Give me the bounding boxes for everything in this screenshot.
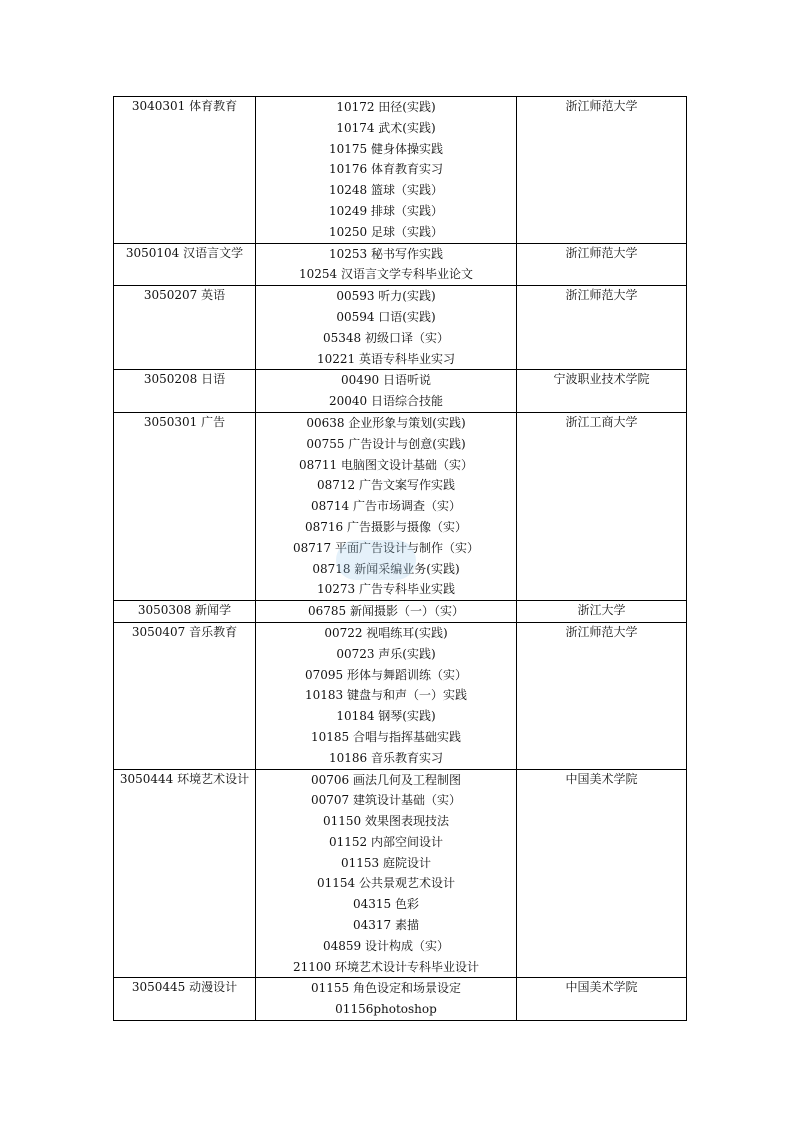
table-row — [114, 243, 687, 286]
course-item: 08712 广告文案写作实践 — [317, 478, 455, 493]
course-item: 04315 色彩 — [353, 897, 419, 912]
course-item: 01152 内部空间设计 — [329, 834, 443, 849]
table-row — [114, 286, 687, 370]
table-row — [114, 622, 687, 769]
courses-cell — [256, 769, 517, 978]
course-item: 10221 英语专科毕业实习 — [317, 351, 455, 366]
course-item: 10176 体育教育实习 — [329, 162, 443, 177]
courses-cell — [256, 978, 517, 1021]
school-cell: 中国美术学院 — [517, 978, 687, 1021]
major-cell: 3050207 英语 — [114, 286, 256, 370]
course-item: 00594 口语(实践) — [336, 309, 436, 324]
school-cell: 宁波职业技术学院 — [517, 370, 687, 413]
school-cell: 浙江大学 — [517, 601, 687, 623]
table-row — [114, 370, 687, 413]
course-item: 10183 键盘与和声（一）实践 — [305, 688, 467, 703]
course-item: 08714 广告市场调查（实） — [311, 499, 461, 514]
major-cell: 3050301 广告 — [114, 412, 256, 600]
courses-cell — [256, 370, 517, 413]
course-item: 01156photoshop — [335, 1002, 437, 1017]
course-item: 00490 日语听说 — [341, 373, 431, 388]
course-item: 00707 建筑设计基础（实） — [311, 793, 461, 808]
table-row — [114, 601, 687, 623]
course-item: 01155 角色设定和场景设定 — [311, 981, 461, 996]
course-item: 20040 日语综合技能 — [329, 394, 443, 409]
course-item: 08717 平面广告设计与制作（实） — [293, 540, 479, 555]
course-item: 05348 初级口译（实） — [323, 330, 449, 345]
course-item: 10186 音乐教育实习 — [329, 750, 443, 765]
school-cell: 浙江工商大学 — [517, 412, 687, 600]
course-item: 10253 秘书写作实践 — [329, 246, 443, 261]
course-item: 10254 汉语言文学专科毕业论文 — [299, 267, 473, 282]
course-item: 10184 钢琴(实践) — [336, 709, 436, 724]
course-item: 10172 田径(实践) — [336, 100, 436, 114]
course-item: 00755 广告设计与创意(实践) — [306, 436, 466, 451]
watermark-logo — [336, 540, 416, 580]
course-item: 00593 听力(实践) — [336, 289, 436, 304]
table-row — [114, 769, 687, 978]
course-item: 01154 公共景观艺术设计 — [317, 876, 455, 891]
course-item: 10248 篮球（实践） — [329, 183, 443, 198]
course-item: 04317 素描 — [353, 918, 419, 933]
major-cell: 3050445 动漫设计 — [114, 978, 256, 1021]
course-item: 08711 电脑图文设计基础（实） — [299, 457, 473, 472]
courses-cell — [256, 243, 517, 286]
course-item: 08716 广告摄影与摄像（实） — [305, 519, 467, 534]
course-item: 00723 声乐(实践) — [336, 646, 436, 661]
major-cell: 3050407 音乐教育 — [114, 622, 256, 769]
course-item: 04859 设计构成（实） — [323, 938, 449, 953]
school-cell: 浙江师范大学 — [517, 286, 687, 370]
course-item: 00722 视唱练耳(实践) — [324, 625, 448, 640]
course-item: 21100 环境艺术设计专科毕业设计 — [293, 959, 479, 974]
course-item: 06785 新闻摄影（一）（实） — [308, 604, 464, 619]
table-row — [114, 97, 687, 244]
school-cell: 浙江师范大学 — [517, 243, 687, 286]
course-item: 00706 画法几何及工程制图 — [311, 772, 461, 787]
course-item: 01153 庭院设计 — [341, 855, 431, 870]
table-row — [114, 978, 687, 1021]
course-item: 00638 企业形象与策划(实践) — [306, 415, 466, 430]
course-item: 01150 效果图表现技法 — [323, 814, 449, 829]
major-cell: 3040301 体育教育 — [114, 97, 256, 244]
major-cell: 3050104 汉语言文学 — [114, 243, 256, 286]
course-item: 10185 合唱与指挥基础实践 — [311, 729, 461, 744]
major-cell: 3050308 新闻学 — [114, 601, 256, 623]
major-cell: 3050444 环境艺术设计 — [114, 769, 256, 978]
course-item: 10175 健身体操实践 — [329, 141, 443, 156]
course-item: 08718 新闻采编业务(实践) — [312, 561, 460, 576]
courses-cell — [256, 622, 517, 769]
school-cell: 中国美术学院 — [517, 769, 687, 978]
course-item: 07095 形体与舞蹈训练（实） — [305, 667, 467, 682]
school-cell: 浙江师范大学 — [517, 622, 687, 769]
course-item: 10249 排球（实践） — [329, 203, 443, 218]
courses-cell — [256, 97, 517, 244]
school-cell: 浙江师范大学 — [517, 97, 687, 244]
course-item: 10250 足球（实践） — [329, 224, 443, 239]
courses-cell — [256, 286, 517, 370]
courses-cell — [256, 601, 517, 623]
course-item: 10174 武术(实践) — [336, 120, 436, 135]
course-item: 10273 广告专科毕业实践 — [317, 582, 455, 597]
major-cell: 3050208 日语 — [114, 370, 256, 413]
